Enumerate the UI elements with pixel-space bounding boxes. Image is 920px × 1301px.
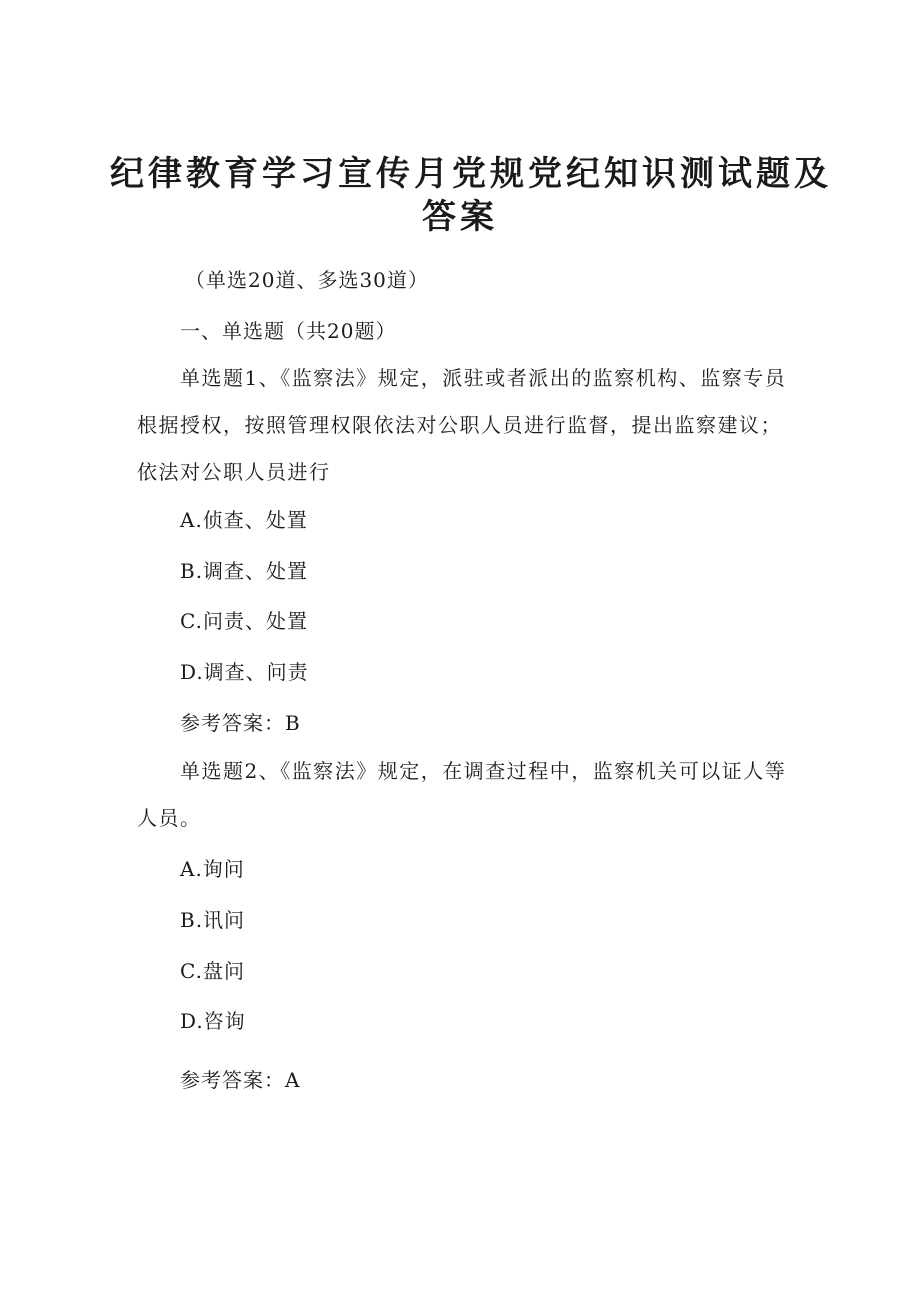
question-1-answer: 参考答案：B xyxy=(180,711,301,735)
question-2-option-d: D.咨询 xyxy=(180,1009,246,1033)
question-2-option-c: C.盘问 xyxy=(180,959,245,983)
question-1-option-d: D.调查、问责 xyxy=(180,660,309,684)
question-2-option-b: B.讯问 xyxy=(180,908,246,932)
document-title-line-2: 答案 xyxy=(422,197,498,237)
document-title-line-1: 纪律教育学习宣传月党规党纪知识测试题及 xyxy=(110,154,832,194)
question-count-note: （单选20道、多选30道） xyxy=(185,268,429,292)
question-1-option-a: A.侦查、处置 xyxy=(180,508,308,532)
section-heading-single-choice: 一、单选题（共20题） xyxy=(180,319,397,343)
question-2-text: 单选题2、《监察法》规定，在调查过程中，监察机关可以证人等人员。 xyxy=(137,759,787,830)
question-1-option-b: B.调查、处置 xyxy=(180,559,309,583)
question-1-option-c: C.问责、处置 xyxy=(180,609,308,633)
question-2-answer: 参考答案：A xyxy=(180,1068,301,1092)
question-2-option-a: A.询问 xyxy=(180,857,245,881)
question-1-text: 单选题1、《监察法》规定，派驻或者派出的监察机构、监察专员根据授权，按照管理权限依法对公职人员进行监督，提出监察建议；依法对公职人员进行 xyxy=(137,366,787,484)
